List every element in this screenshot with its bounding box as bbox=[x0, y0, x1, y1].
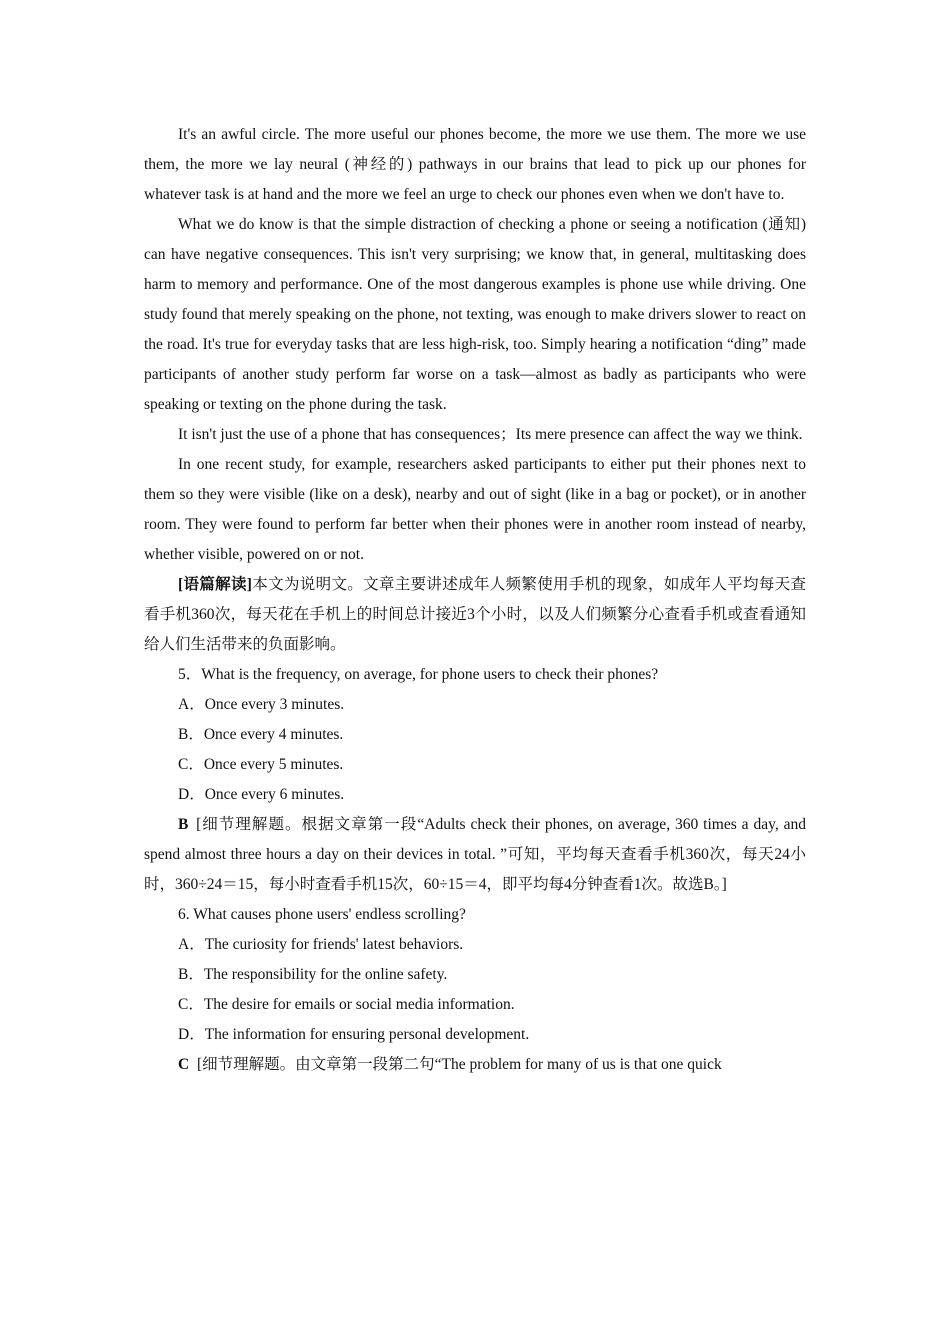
question-6-option-a: A．The curiosity for friends' latest behaviors. bbox=[178, 936, 464, 953]
question-5-answer-letter: B bbox=[178, 816, 189, 833]
question-5-stem: 5．What is the frequency, on average, for phone users to check their phones? bbox=[178, 666, 659, 683]
question-5-answer bbox=[144, 810, 806, 900]
question-6-option-d: D．The information for ensuring personal development. bbox=[178, 1026, 530, 1043]
question-6-option-c: C．The desire for emails or social media information. bbox=[178, 996, 515, 1013]
analysis-paragraph bbox=[144, 570, 806, 660]
passage-paragraph-3: It isn't just the use of a phone that has consequences；Its mere presence can affect the way we think. bbox=[178, 426, 803, 443]
question-5-option-b: B．Once every 4 minutes. bbox=[178, 726, 344, 743]
question-6-option-b: B．The responsibility for the online safety. bbox=[178, 966, 448, 983]
passage-paragraph-2: What we do know is that the simple distraction of checking a phone or seeing a notification (通知) can have negative consequences. This isn't very surprising; we know that, in general, multitasking does harm to memory and performance. One of the most dangerous examples is phone use while driving. One study found that merely speaking on the phone, not texting, was enough to make drivers slower to react on the road. It's true for everyday tasks that are less high-risk, too. Simply hearing a notification “ding” made participants of another study perform far worse on a task—almost as badly as participants who were speaking or texting on the phone during the task. bbox=[144, 216, 806, 413]
question-6-answer bbox=[144, 1050, 806, 1080]
question-5-option-c: C．Once every 5 minutes. bbox=[178, 756, 344, 773]
question-6-stem: 6. What causes phone users' endless scrolling? bbox=[178, 906, 466, 923]
analysis-label: [语篇解读] bbox=[178, 576, 252, 593]
analysis-text: 本文为说明文。文章主要讲述成年人频繁使用手机的现象，如成年人平均每天查看手机360次，每天花在手机上的时间总计接近3个小时，以及人们频繁分心查看手机或查看通知给人们生活带来的负面影响。 bbox=[144, 576, 806, 653]
document-page bbox=[144, 120, 806, 1080]
question-5-option-d: D．Once every 6 minutes. bbox=[178, 786, 345, 803]
question-6-explanation: [细节理解题。由文章第一段第二句“The problem for many of us is that one quick bbox=[196, 1056, 722, 1073]
passage-paragraph-4: In one recent study, for example, researchers asked participants to either put their phones next to them so they were visible (like on a desk), nearby and out of sight (like in a bag or pocket), or in another room. They were found to perform far better when their phones were in another room instead of nearby, whether visible, powered on or not. bbox=[144, 456, 806, 563]
question-5-option-a: A．Once every 3 minutes. bbox=[178, 696, 345, 713]
question-5-explanation: [细节理解题。根据文章第一段“Adults check their phones, on average, 360 times a day, and spend almost three hours a day on their devices in total. ”可知，平均每天查看手机360次，每天24小时，360÷24＝15，每小时查看手机15次，60÷15＝4，即平均每4分钟查看1次。故选B。] bbox=[144, 816, 806, 893]
question-6-answer-letter: C bbox=[178, 1056, 190, 1073]
passage-paragraph-1: It's an awful circle. The more useful our phones become, the more we use them. The more we use them, the more we lay neural (神经的) pathways in our brains that lead to pick up our phones for whatever task is at hand and the more we feel an urge to check our phones even when we don't have to. bbox=[144, 126, 806, 203]
